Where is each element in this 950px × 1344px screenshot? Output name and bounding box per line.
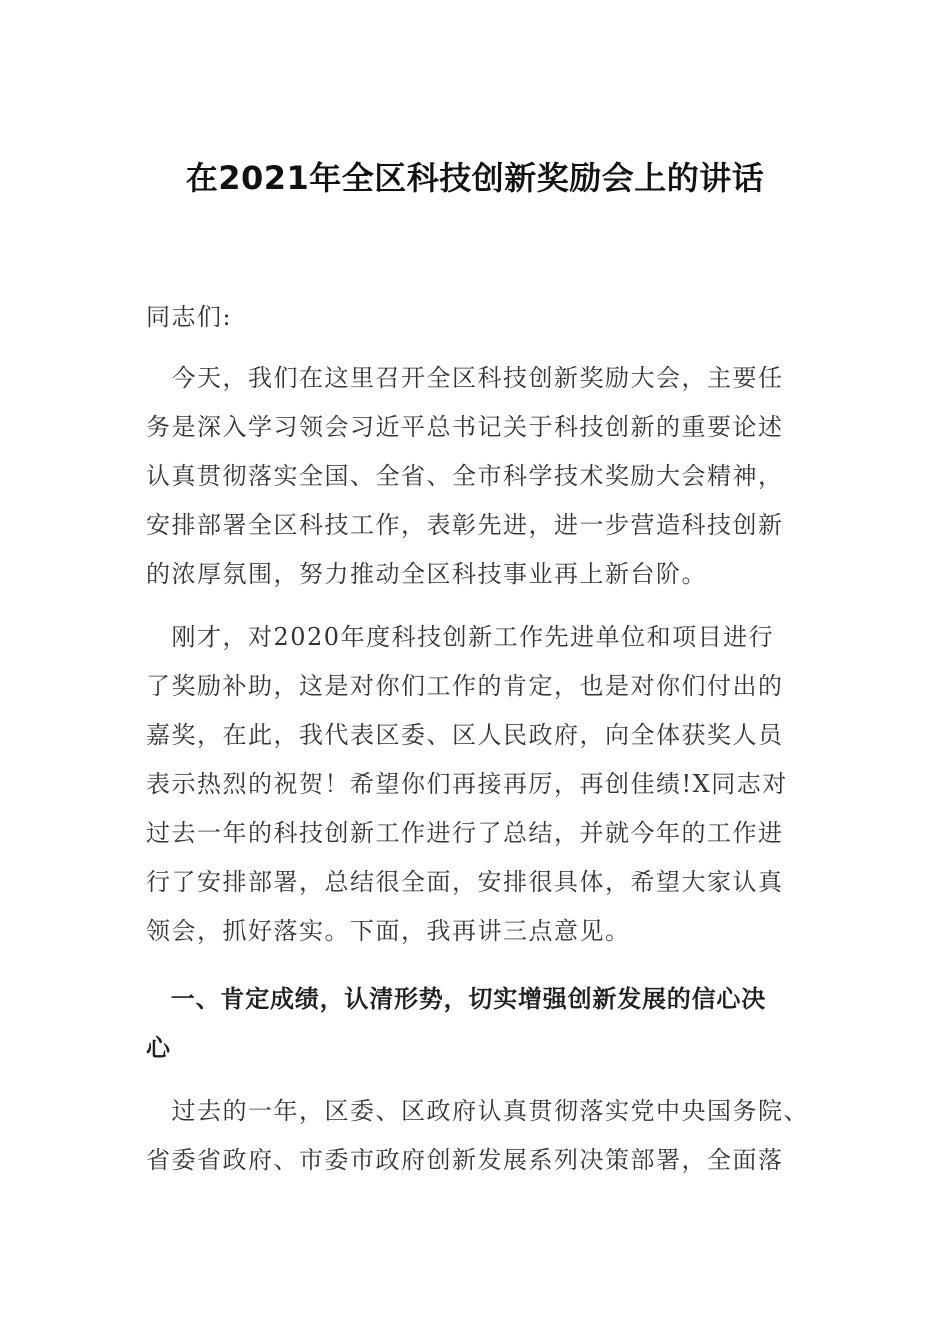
section-heading-continued: 心	[146, 1034, 171, 1062]
body-line: 的浓厚氛围，努力推动全区科技事业再上新台阶。	[146, 560, 707, 588]
body-line: 过去一年的科技创新工作进行了总结，并就今年的工作进	[146, 819, 784, 847]
body-line: 领会，抓好落实。下面，我再讲三点意见。	[146, 917, 631, 945]
body-line: 嘉奖，在此，我代表区委、区人民政府，向全体获奖人员	[146, 721, 784, 749]
body-line: 安排部署全区科技工作，表彰先进，进一步营造科技创新	[146, 511, 784, 539]
body-line: 过去的一年，区委、区政府认真贯彻落实党中央国务院、	[146, 1097, 809, 1125]
salutation: 同志们:	[146, 303, 233, 331]
body-line: 行了安排部署，总结很全面，安排很具体，希望大家认真	[146, 868, 784, 896]
body-line: 刚才，对2020年度科技创新工作先进单位和项目进行	[146, 623, 775, 651]
body-line: 务是深入学习领会习近平总书记关于科技创新的重要论述	[146, 413, 784, 441]
document-title: 在2021年全区科技创新奖励会上的讲话	[185, 159, 765, 197]
body-line: 省委省政府、市委市政府创新发展系列决策部署，全面落	[146, 1146, 784, 1174]
body-line: 认真贯彻落实全国、全省、全市科学技术奖励大会精神，	[146, 462, 784, 490]
body-line: 了奖励补助，这是对你们工作的肯定，也是对你们付出的	[146, 672, 784, 700]
body-line: 表示热烈的祝贺！希望你们再接再厉，再创佳绩!X同志对	[146, 770, 788, 798]
body-line: 今天，我们在这里召开全区科技创新奖励大会，主要任	[146, 364, 784, 392]
section-heading: 一、肯定成绩，认清形势，切实增强创新发展的信心决	[146, 985, 766, 1013]
